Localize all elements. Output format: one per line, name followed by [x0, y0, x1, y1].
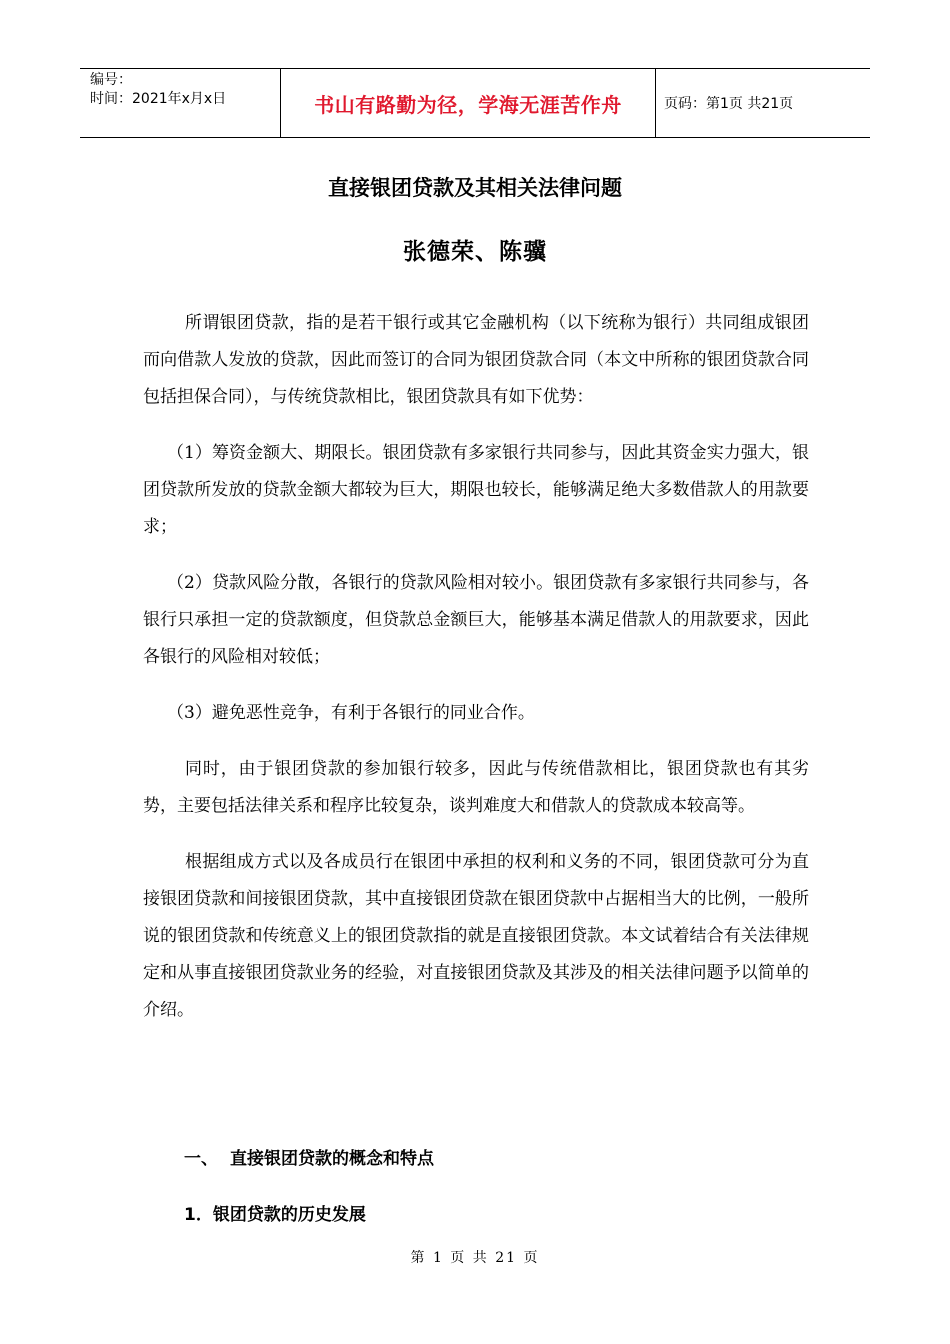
section-heading-1: [184, 1144, 434, 1169]
paragraph-disadvantage: 同时，由于银团贷款的参加银行较多，因此与传统借款相比，银团贷款也有其劣势，主要包括法律关系和程序比较复杂，谈判难度大和借款人的贷款成本较高等。: [143, 759, 809, 816]
header-number-label: 编号：: [90, 72, 132, 88]
paragraph-classification: 根据组成方式以及各成员行在银团中承担的权利和义务的不同，银团贷款可分为直接银团贷款和间接银团贷款，其中直接银团贷款在银团贷款中占据相当大的比例，一般所说的银团贷款和传统意义上的银团贷款指的就是直接银团贷款。本文试着结合有关法律规定和从事直接银团贷款业务的经验，对直接银团贷款及其涉及的相关法律问题予以简单的介绍。: [143, 852, 809, 1020]
header-page-info: 页码：第1页 共21页: [664, 96, 794, 112]
header-motto-cell: [281, 69, 656, 137]
section-number: 一、: [184, 1149, 218, 1169]
document-title: 直接银团贷款及其相关法律问题: [328, 176, 622, 200]
document-authors: 张德荣、陈骥: [403, 239, 547, 265]
document-body: [143, 305, 809, 1048]
header-motto: 书山有路勤为径，学海无涯苦作舟: [314, 92, 622, 117]
paragraph-intro: 所谓银团贷款，指的是若干银行或其它金融机构（以下统称为银行）共同组成银团而向借款人发放的贷款，因此而签订的合同为银团贷款合同（本文中所称的银团贷款合同包括担保合同），与传统贷款相比，银团贷款具有如下优势：: [143, 313, 809, 407]
paragraph-advantage-3: （3）避免恶性竞争，有利于各银行的同业合作。: [167, 703, 535, 723]
header-time-label: 时间：2021年x月x日: [90, 91, 227, 107]
paragraph-advantage-2: （2）贷款风险分散，各银行的贷款风险相对较小。银团贷款有多家银行共同参与，各银行只承担一定的贷款额度，但贷款总金额巨大，能够基本满足借款人的用款要求，因此各银行的风险相对较低；: [143, 573, 809, 667]
paragraph-advantage-1: （1）筹资金额大、期限长。银团贷款有多家银行共同参与，因此其资金实力强大，银团贷款所发放的贷款金额大都较为巨大，期限也较长，能够满足绝大多数借款人的用款要求；: [143, 443, 809, 537]
header-page-info-cell: [656, 69, 870, 137]
header-meta: [80, 69, 281, 137]
subsection-heading-1: 1．银团贷款的历史发展: [184, 1205, 366, 1225]
page-header: [80, 68, 870, 138]
section-title: 直接银团贷款的概念和特点: [230, 1149, 434, 1169]
page-footer: 第 1 页 共 21 页: [410, 1250, 540, 1266]
